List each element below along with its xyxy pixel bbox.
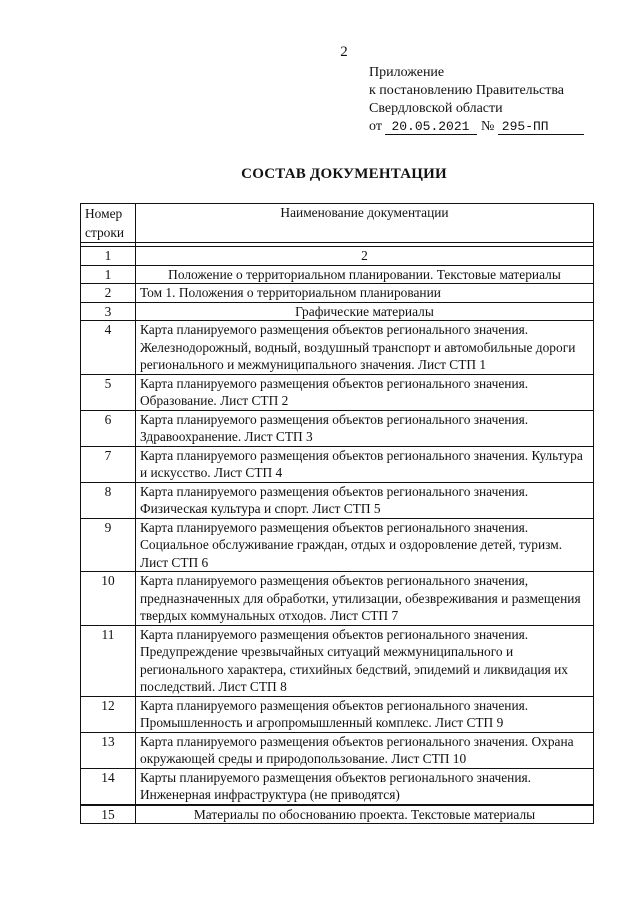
row-name: Карта планируемого размещения объектов регионального значения. Здравоохранение. Лист СТП 3 [136,410,594,446]
row-name: Карта планируемого размещения объектов регионального значения. Железнодорожный, водный, воздушный транспорт и автомобильные дороги регионального и межмуниципального значения. Лист СТП 1 [136,321,594,375]
row-number: 13 [81,732,136,768]
row-name: Карта планируемого размещения объектов регионального значения. Предупреждение чрезвычайных ситуаций межмуниципального и регионального характера, стихийных бедствий, эпидемий и ликвидация их последствий. Лист СТП 8 [136,625,594,696]
row-name: Карта планируемого размещения объектов регионального значения, предназначенных для обработки, утилизации, обезвреживания и размещения твердых коммунальных отходов. Лист СТП 7 [136,572,594,626]
table-row [81,572,594,626]
row-number: 5 [81,374,136,410]
number-label: № [480,119,495,134]
table-row [81,482,594,518]
column-index-2: 2 [136,247,594,266]
table-row [81,284,594,303]
header-row-number: Номер строки [81,204,136,243]
documentation-table [80,203,594,824]
table-row [81,696,594,732]
row-name: Карты планируемого размещения объектов регионального значения. Инженерная инфраструктура (не приводятся) [136,768,594,805]
table-row [81,805,594,824]
appendix-date-line [369,118,584,136]
table-row [81,410,594,446]
row-number: 4 [81,321,136,375]
table-row [81,374,594,410]
row-number: 11 [81,625,136,696]
table-row [81,518,594,572]
decree-number: 295-ПП [498,119,584,135]
table-row [81,732,594,768]
row-number: 8 [81,482,136,518]
row-name: Положение о территориальном планировании. Текстовые материалы [136,265,594,284]
column-index-row [81,247,594,266]
table-header-row [81,204,594,243]
row-name: Карта планируемого размещения объектов регионального значения. Физическая культура и спорт. Лист СТП 5 [136,482,594,518]
row-name: Том 1. Положения о территориальном планировании [136,284,594,303]
appendix-line-2: к постановлению Правительства [369,83,565,98]
row-number: 14 [81,768,136,805]
table-row [81,321,594,375]
row-number: 10 [81,572,136,626]
row-name: Графические материалы [136,302,594,321]
appendix-line-3: Свердловской области [369,101,503,116]
table-row [81,446,594,482]
from-label: от [369,119,382,134]
header-doc-name: Наименование документации [136,204,594,243]
appendix-block [369,64,584,136]
table-row [81,302,594,321]
row-number: 2 [81,284,136,303]
row-number: 12 [81,696,136,732]
row-name: Карта планируемого размещения объектов регионального значения. Промышленность и агропромышленный комплекс. Лист СТП 9 [136,696,594,732]
row-name: Карта планируемого размещения объектов регионального значения. Охрана окружающей среды и природопользование. Лист СТП 10 [136,732,594,768]
row-name: Карта планируемого размещения объектов регионального значения. Образование. Лист СТП 2 [136,374,594,410]
table-row [81,768,594,805]
row-name: Карта планируемого размещения объектов регионального значения. Культура и искусство. Лист СТП 4 [136,446,594,482]
document-title: СОСТАВ ДОКУМЕНТАЦИИ [241,166,447,182]
row-number: 7 [81,446,136,482]
appendix-line-1: Приложение [369,65,445,80]
page-number: 2 [340,44,348,60]
row-name: Карта планируемого размещения объектов регионального значения. Социальное обслуживание граждан, отдых и оздоровление детей, туризм. Лист СТП 6 [136,518,594,572]
column-index-1: 1 [81,247,136,266]
table-row [81,265,594,284]
row-number: 9 [81,518,136,572]
row-number: 3 [81,302,136,321]
row-number: 6 [81,410,136,446]
decree-date: 20.05.2021 [385,119,477,135]
table-row [81,625,594,696]
row-number: 1 [81,265,136,284]
row-number: 15 [81,805,136,824]
row-name: Материалы по обоснованию проекта. Текстовые материалы [136,805,594,824]
